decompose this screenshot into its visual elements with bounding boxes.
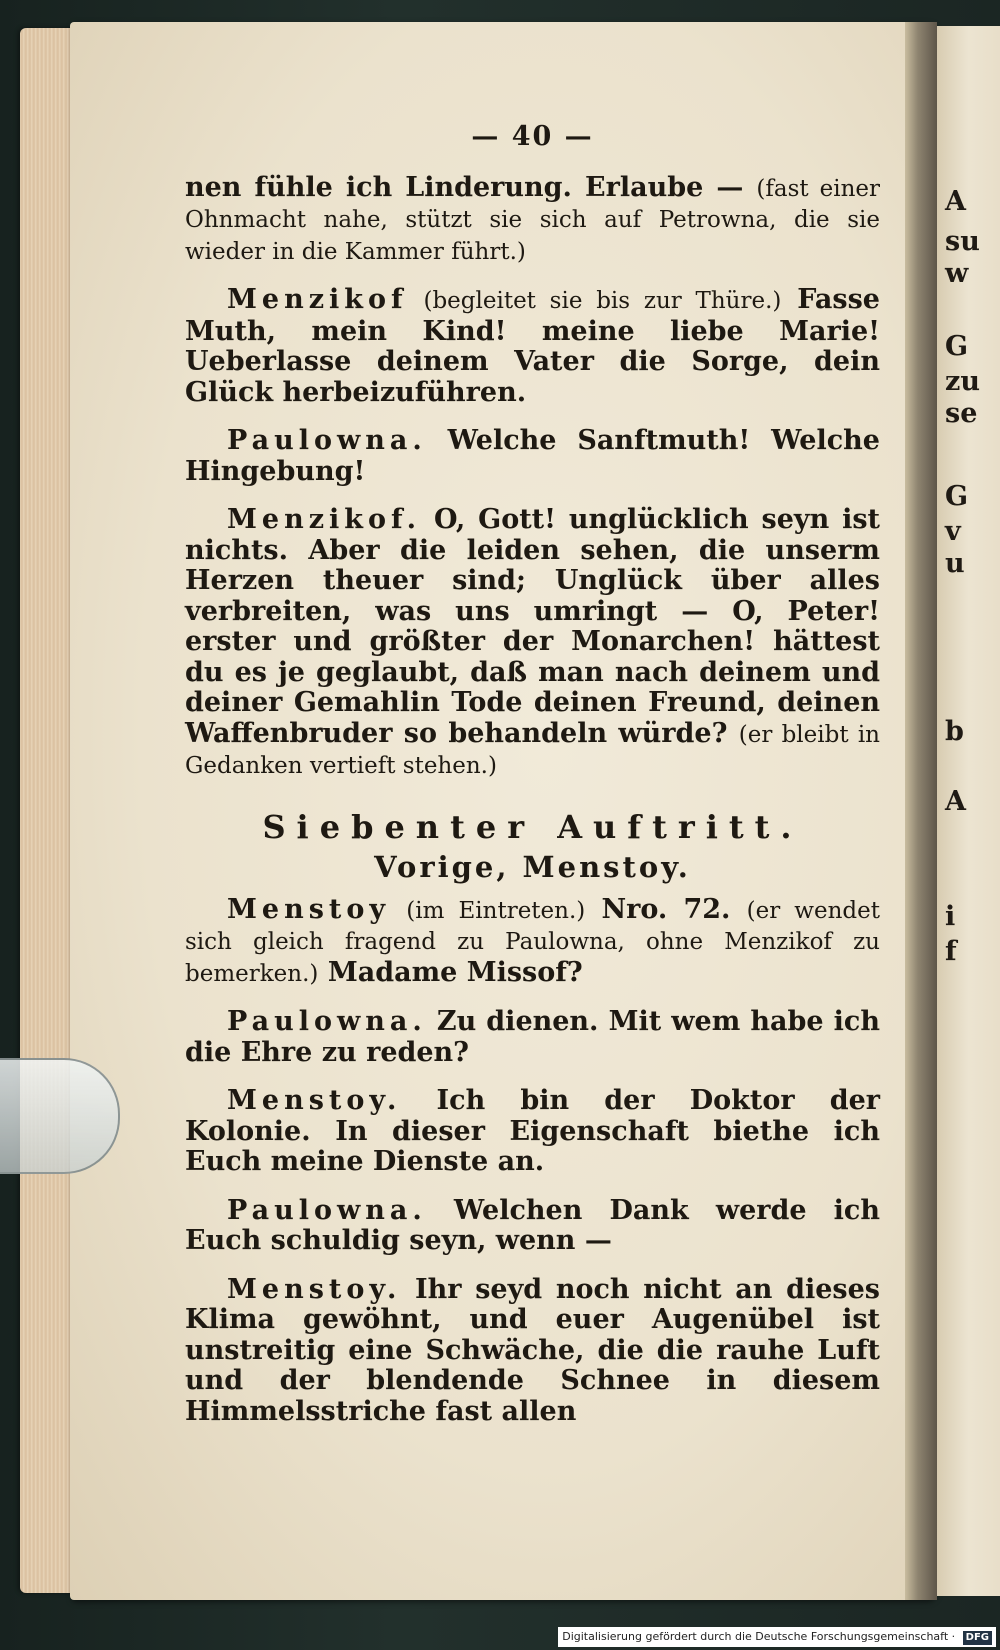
next-page-text: w: [945, 258, 969, 289]
speaker-name: Menstoy.: [227, 1273, 402, 1305]
page-number: — 40 —: [471, 121, 594, 152]
next-page-text: se: [945, 398, 978, 429]
dialogue-text: Madame Missof?: [327, 956, 583, 988]
next-page-text: i: [945, 901, 956, 932]
next-page-text: A: [945, 786, 966, 817]
stage-direction: (im Eintreten.): [406, 897, 586, 924]
next-page-text: A: [945, 186, 966, 217]
paragraph: [185, 173, 880, 268]
dialogue-text: O, Gott! unglücklich seyn ist nichts. Aber die leiden sehen, die unserm Herzen theuer sind; Unglück über alles verbreiten, was uns umringt — O, Peter! erster und größter der Monarchen! hättest du es je geglaubt, daß man nach deinem und deiner Gemahlin Tode deinen Freund, deinen Waffenbruder so behandeln würde?: [185, 504, 880, 749]
dialogue-text: Welchen Dank werde ich Euch schuldig seyn, wenn —: [185, 1194, 880, 1256]
next-page-text: b: [945, 716, 964, 747]
speaker-name: Menstoy: [227, 893, 391, 925]
next-page-text: u: [945, 548, 965, 579]
speaker-name: Paulowna.: [227, 1006, 427, 1037]
page-text-block: [185, 110, 880, 1445]
paragraph: [185, 1196, 880, 1257]
speaker-name: Menzikof.: [227, 504, 422, 535]
dfg-logo: DFG: [963, 1631, 992, 1645]
paragraph: [185, 1275, 880, 1428]
next-page-text: G: [945, 331, 969, 362]
stage-direction: (fast einer Ohnmacht nahe, stützt sie sich auf Petrowna, die sie wieder in die Kammer führt.): [185, 175, 880, 265]
paragraph: [185, 1007, 880, 1068]
next-page-text: zu: [945, 366, 980, 397]
next-page-fragment: [937, 26, 1000, 1596]
paragraph: [185, 895, 880, 990]
next-page-text: G: [945, 481, 969, 512]
scene-title: Siebenter Auftritt.: [262, 807, 803, 846]
speaker-name: Menstoy.: [227, 1085, 402, 1116]
book-gutter: [905, 22, 937, 1600]
dialogue-text: Ich bin der Doktor der Kolonie. In dieser Eigenschaft biethe ich Euch meine Dienste an.: [185, 1085, 880, 1177]
dialogue-text: Zu dienen. Mit wem habe ich die Ehre zu reden?: [185, 1006, 880, 1068]
dialogue-text: nen fühle ich Linderung. Erlaube —: [185, 171, 744, 203]
speaker-name: Menzikof: [227, 284, 408, 315]
next-page-text: f: [945, 936, 957, 967]
next-page-text: v: [945, 516, 961, 547]
paragraph: [185, 285, 880, 408]
speaker-name: Paulowna.: [227, 1194, 427, 1226]
dialogue-text: Welche Sanftmuth! Welche Hingebung!: [185, 425, 880, 487]
page-holder-clip: [0, 1058, 120, 1174]
paragraph: [185, 505, 880, 782]
paragraph: [185, 426, 880, 487]
stage-direction: (er bleibt in Gedanken vertieft stehen.): [185, 721, 880, 779]
paragraph: [185, 1086, 880, 1178]
dialogue-text: Ihr seyd noch nicht an dieses Klima gewöhnt, und euer Augenübel ist unstreitig eine Schwäche, die die rauhe Luft und der blendende Schnee in diesem Himmelsstriche fast allen: [185, 1273, 880, 1427]
credit-text: Digitalisierung gefördert durch die Deutsche Forschungsgemeinschaft ·: [562, 1630, 956, 1643]
digitization-credit: [558, 1627, 996, 1647]
speaker-name: Paulowna.: [227, 425, 427, 456]
dialogue-text: Nro. 72.: [601, 893, 731, 925]
scene-persons: Vorige, Menstoy.: [374, 850, 691, 884]
dialogue-text: Fasse Muth, mein Kind! meine liebe Marie! Ueberlasse deinem Vater die Sorge, dein Glück herbeizuführen.: [185, 284, 880, 408]
next-page-text: su: [945, 226, 980, 257]
stage-direction: (begleitet sie bis zur Thüre.): [423, 288, 782, 314]
stage-direction: (er wendet sich gleich fragend zu Paulowna, ohne Menzikof zu bemerken.): [185, 897, 880, 987]
